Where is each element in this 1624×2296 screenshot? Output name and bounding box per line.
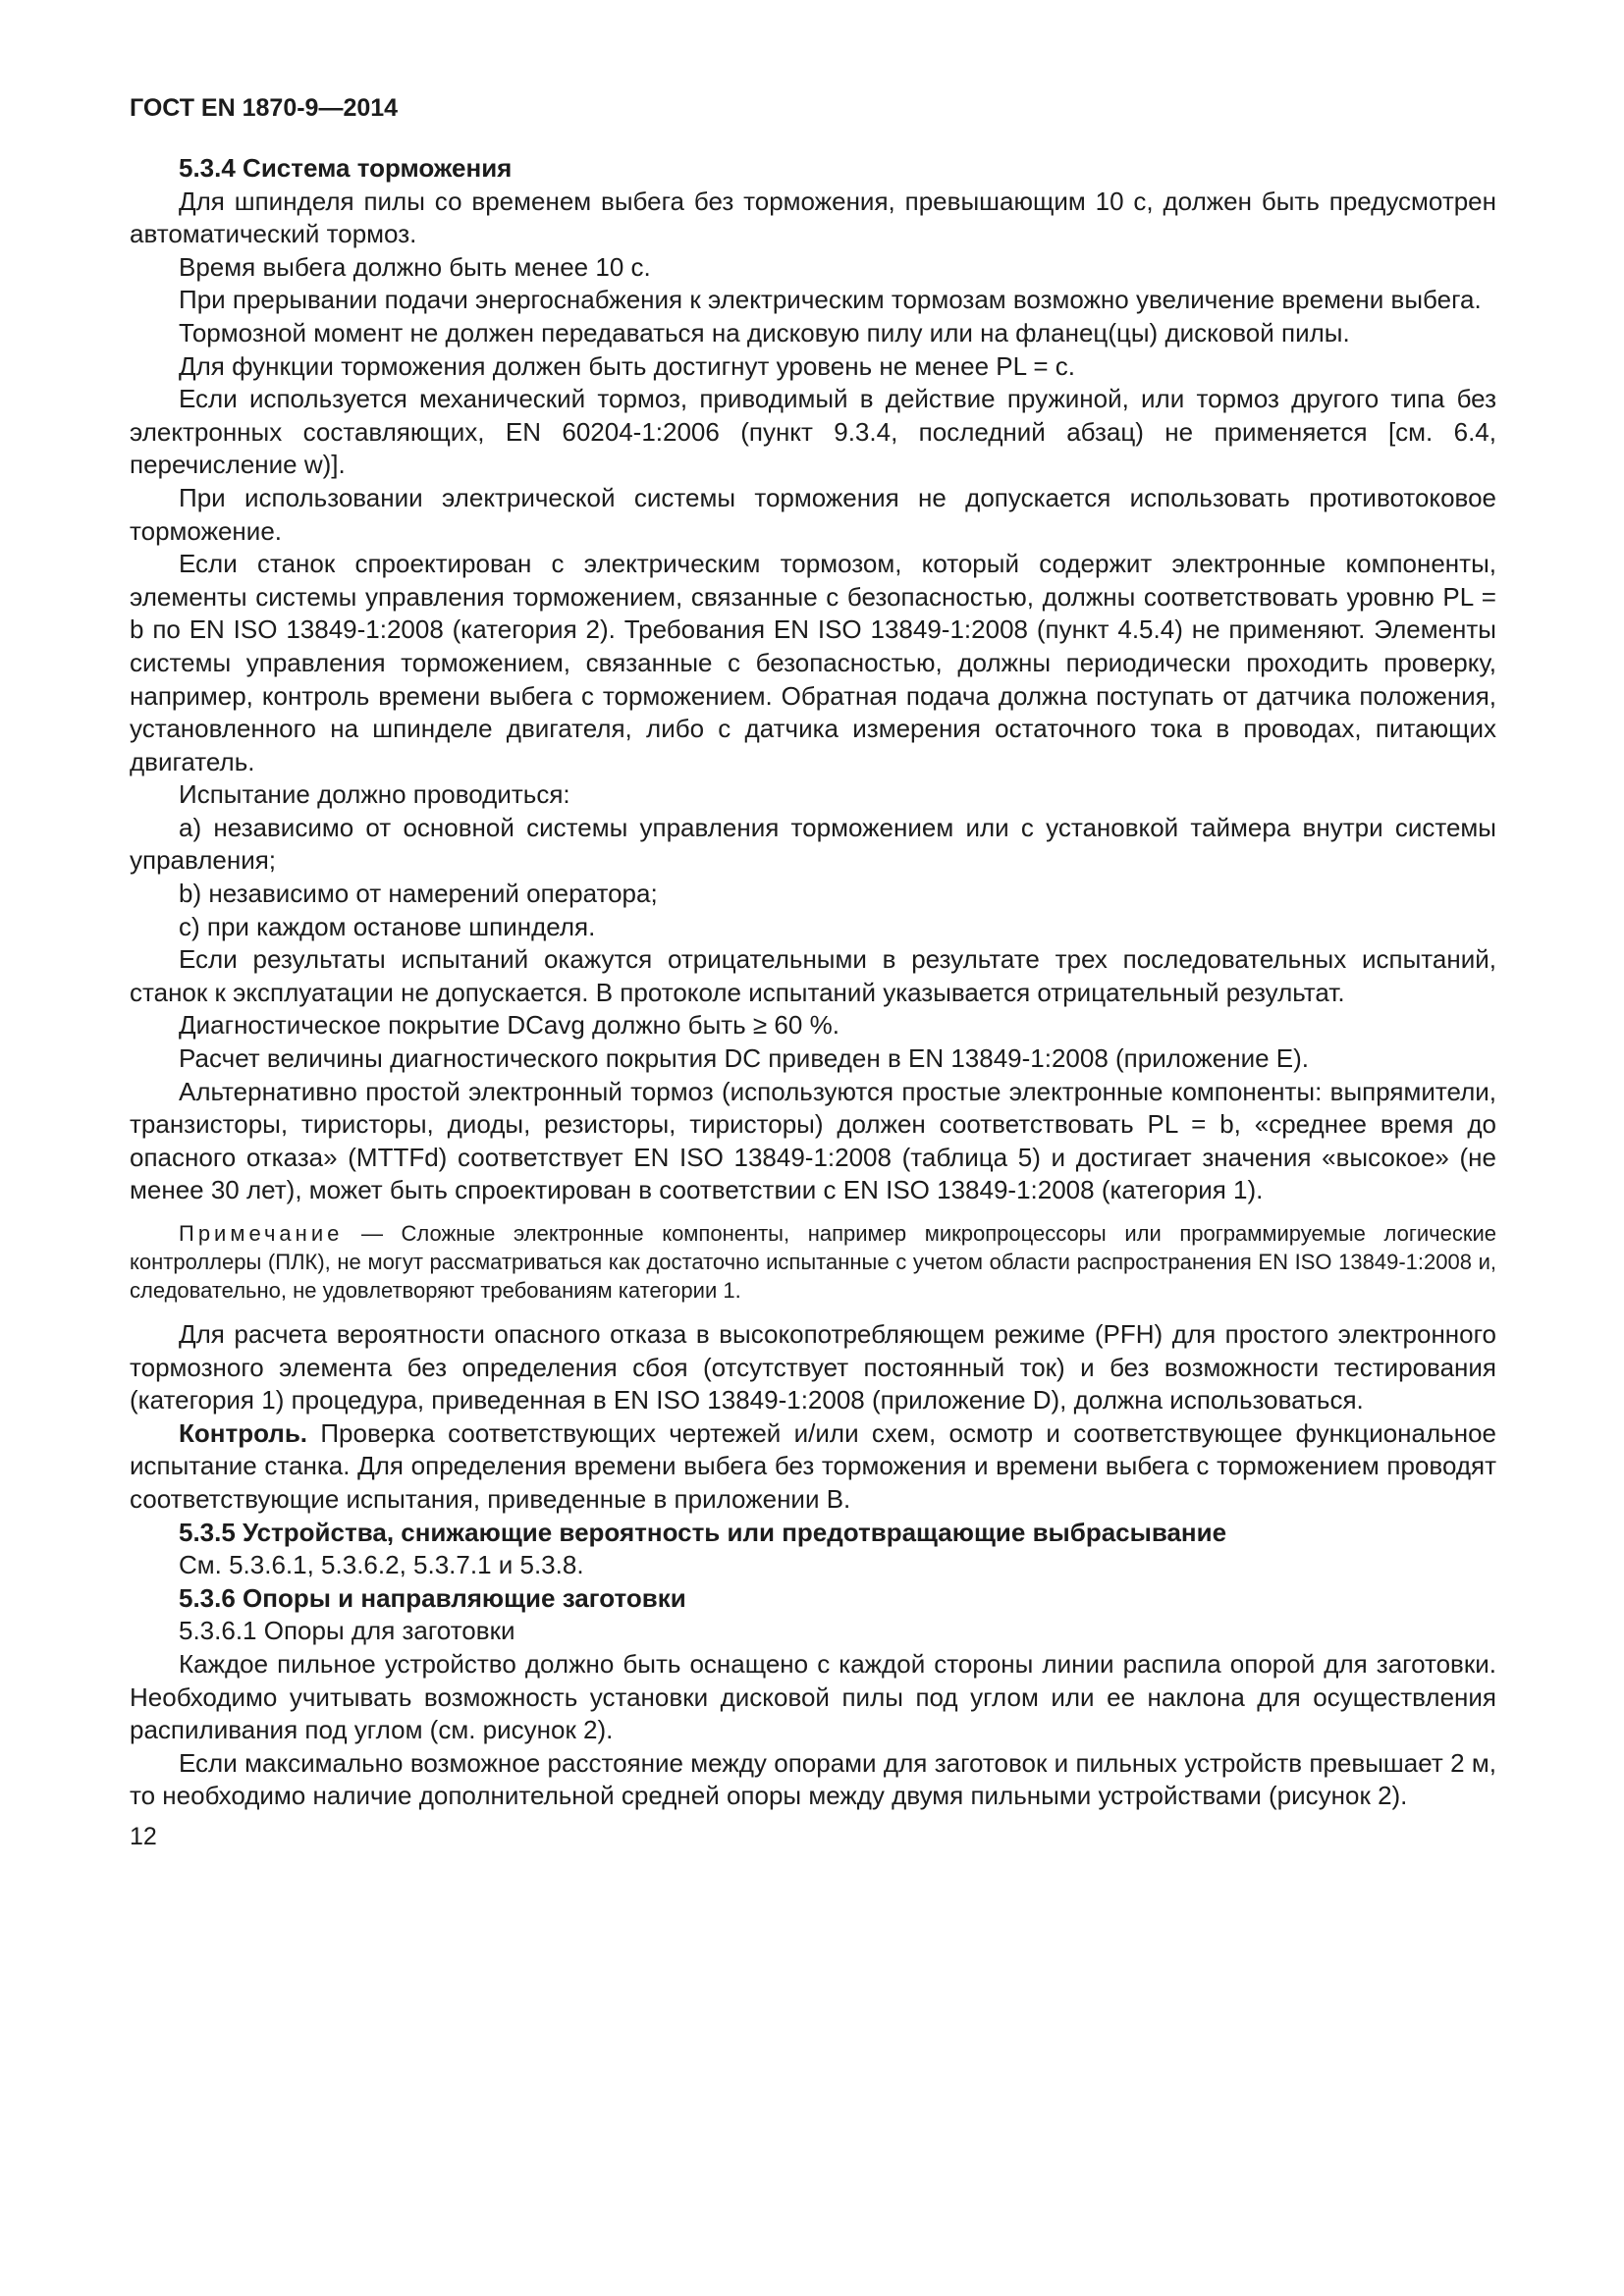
paragraph: Если максимально возможное расстояние между опорами для заготовок и пильных устройств превышает 2 м, то необходимо наличие дополнительной средней опоры между двумя пильными устройствами (рисунок 2). bbox=[130, 1747, 1496, 1811]
note-paragraph: Примечание — Сложные электронные компоненты, например микропроцессоры или программируемые логические контроллеры (ПЛК), не могут рассматриваться как достаточно испытанные с учетом области распространения EN ISO 13849-1:2008 и, следовательно, не удовлетворяют требованиям категории 1. bbox=[130, 1221, 1496, 1303]
paragraph: Время выбега должно быть менее 10 с. bbox=[179, 251, 651, 282]
paragraph: Тормозной момент не должен передаваться на дисковую пилу или на фланец(цы) дисковой пилы. bbox=[179, 317, 1350, 347]
paragraph-lead: Контроль. bbox=[179, 1417, 308, 1448]
paragraph: Испытание должно проводиться: bbox=[179, 779, 570, 810]
paragraph: Диагностическое покрытие DCavg должно быть ≥ 60 %. bbox=[179, 1010, 839, 1041]
section-heading: 5.3.4 Система торможения bbox=[179, 153, 513, 183]
paragraph: Для функции торможения должен быть достигнут уровень не менее PL = c. bbox=[179, 350, 1075, 381]
paragraph: При прерывании подачи энергоснабжения к электрическим тормозам возможно увеличение времени выбега. bbox=[179, 285, 1482, 315]
paragraph: Альтернативно простой электронный тормоз (используются простые электронные компоненты: выпрямители, транзисторы, тиристоры, диоды, резисторы, тиристоры) должен соответствовать PL = b, «среднее время до опасного отказа» (MTTFd) соответствует EN ISO 13849-1:2008 (таблица 5) и достигает значения «высокое» (не менее 30 лет), может быть спроектирован в соответствии с EN ISO 13849-1:2008 (категория 1). bbox=[130, 1076, 1496, 1205]
paragraph: См. 5.3.6.1, 5.3.6.2, 5.3.7.1 и 5.3.8. bbox=[179, 1550, 584, 1580]
paragraph-lead: Примечание bbox=[179, 1221, 344, 1246]
section-heading: 5.3.5 Устройства, снижающие вероятность или предотвращающие выбрасывание bbox=[179, 1517, 1227, 1547]
paragraph: При использовании электрической системы торможения не допускается использовать противотоковое торможение. bbox=[130, 482, 1496, 546]
paragraph: Каждое пильное устройство должно быть оснащено с каждой стороны линии распила опорой для заготовки. Необходимо учитывать возможность установки дисковой пилы под углом или ее наклона для осуществления распиливания под углом (см. рисунок 2). bbox=[130, 1648, 1496, 1745]
paragraph: c) при каждом останове шпинделя. bbox=[179, 911, 596, 941]
paragraph: Если результаты испытаний окажутся отрицательными в результате трех последовательных испытаний, станок к эксплуатации не допускается. В протоколе испытаний указывается отрицательный результат. bbox=[130, 944, 1496, 1007]
paragraph: Если используется механический тормоз, приводимый в действие пружиной, или тормоз другого типа без электронных составляющих, EN 60204-1:2006 (пункт 9.3.4, последний абзац) не применяется [см. 6.4, перечисление w)]. bbox=[130, 384, 1496, 480]
paragraph: Расчет величины диагностического покрытия DC приведен в EN 13849-1:2008 (приложение E). bbox=[179, 1043, 1310, 1074]
paragraph: Если станок спроектирован с электрическим тормозом, который содержит электронные компоненты, элементы системы управления торможением, связанные с безопасностью, должны соответствовать уровню PL = b по EN ISO 13849-1:2008 (категория 2). Требования EN ISO 13849-1:2008 (пункт 4.5.4) не применяют. Элементы системы управления торможением, связанные с безопасностью, должны периодически проходить проверку, например, контроль времени выбега с торможением. Обратная подача должна поступать от датчика положения, установленного на шпинделе двигателя, либо с датчика измерения остаточного тока в проводах, питающих двигатель. bbox=[130, 549, 1496, 776]
document-body bbox=[130, 152, 1496, 1813]
page-number: 12 bbox=[130, 1822, 157, 1850]
paragraph: Для шпинделя пилы со временем выбега без торможения, превышающим 10 с, должен быть предусмотрен автоматический тормоз. bbox=[130, 186, 1496, 249]
section-heading: 5.3.6 Опоры и направляющие заготовки bbox=[179, 1582, 686, 1613]
paragraph: a) независимо от основной системы управления торможением или с установкой таймера внутри системы управления; bbox=[130, 812, 1496, 876]
paragraph: 5.3.6.1 Опоры для заготовки bbox=[179, 1616, 515, 1646]
paragraph: b) независимо от намерений оператора; bbox=[179, 879, 658, 909]
paragraph: Для расчета вероятности опасного отказа в высокопотребляющем режиме (PFH) для простого электронного тормозного элемента без определения сбоя (отсутствует постоянный ток) и без возможности тестирования (категория 1) процедура, приведенная в EN ISO 13849-1:2008 (приложение D), должна использоваться. bbox=[130, 1319, 1496, 1415]
paragraph: Контроль. Проверка соответствующих чертежей и/или схем, осмотр и соответствующее функциональное испытание станка. Для определения времени выбега без торможения и времени выбега с торможением проводят соответствующие испытания, приведенные в приложении B. bbox=[130, 1417, 1496, 1514]
document-header: ГОСТ EN 1870-9—2014 bbox=[130, 94, 399, 122]
